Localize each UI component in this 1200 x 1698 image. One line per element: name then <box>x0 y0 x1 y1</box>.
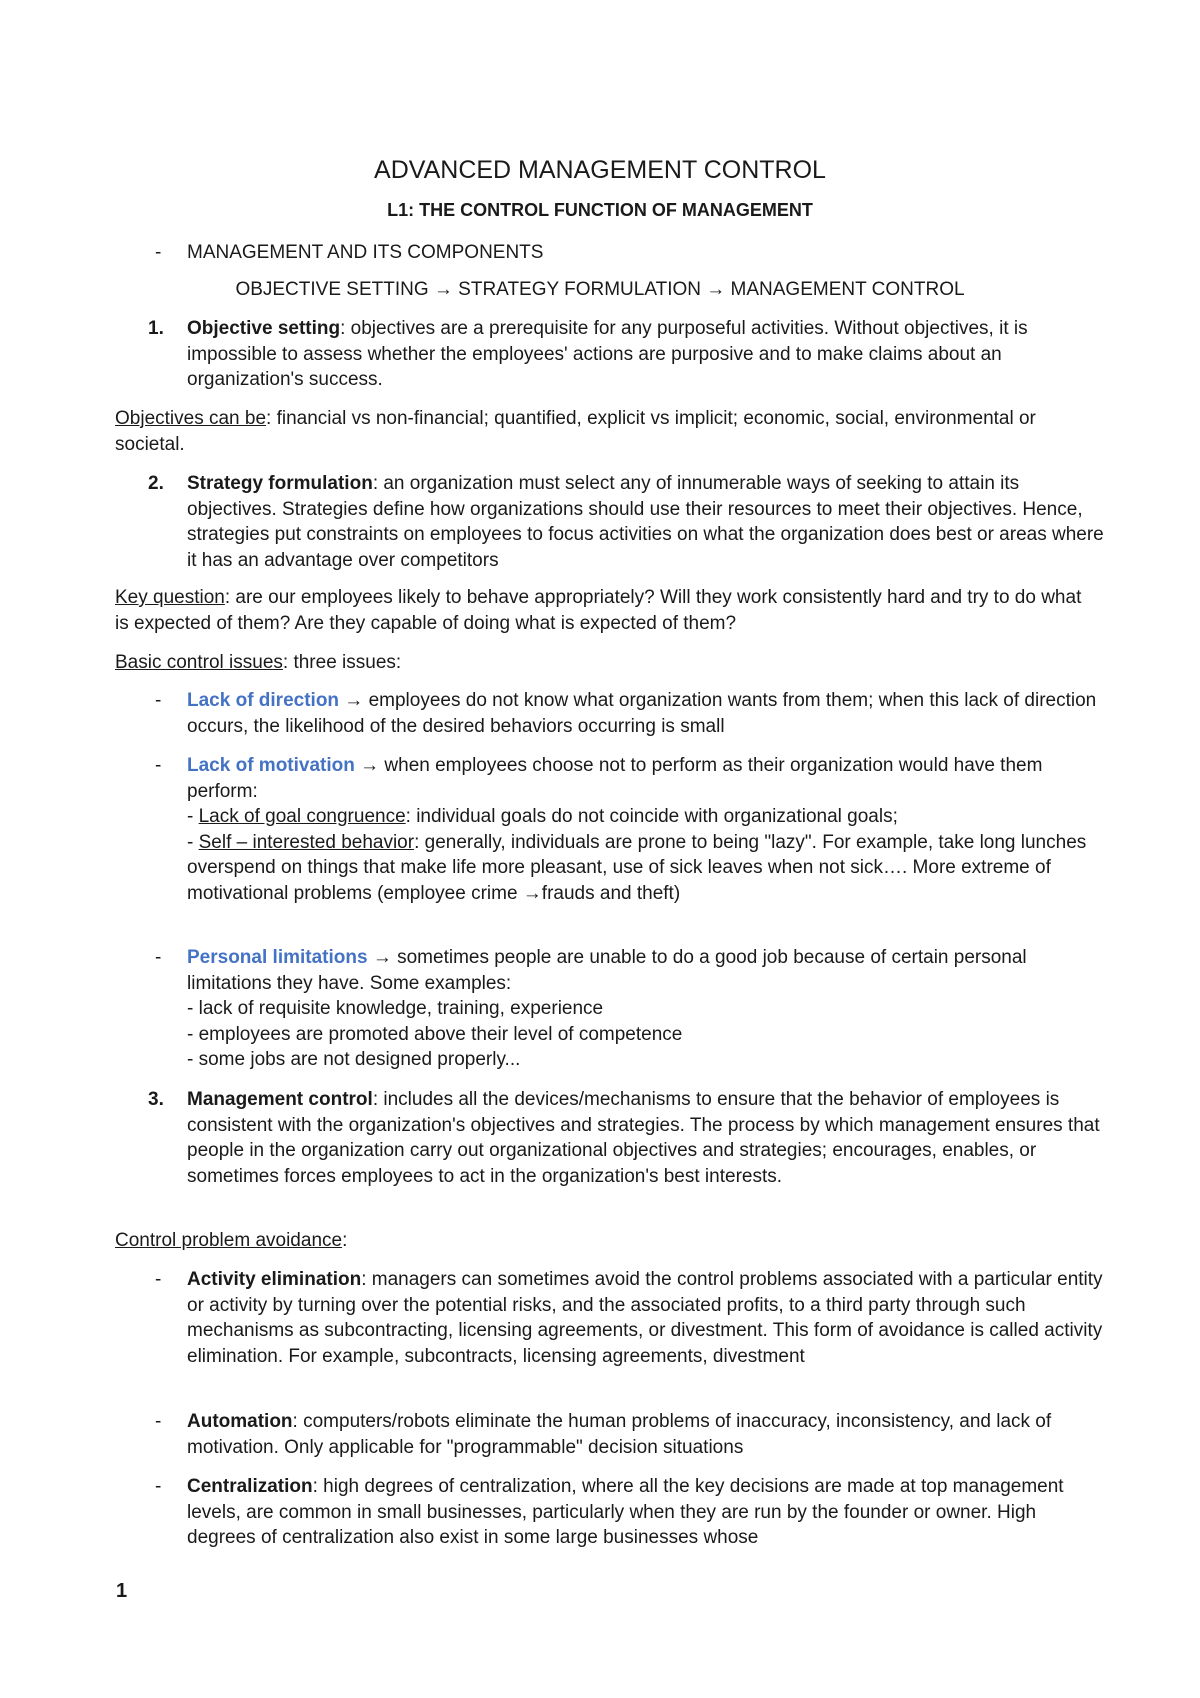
sub-text: : generally, individuals are prone to being "lazy". For example, take long lunches overspend on things that make life more pleasant, use of sick leaves when not sick…. More extreme of motivational problems (employee crime →frauds and theft) <box>187 831 1087 904</box>
item-text: → when employees choose not to perform as their organization would have them perform: <box>187 755 1043 802</box>
section-heading: MANAGEMENT AND ITS COMPONENTS <box>187 242 544 263</box>
sub-text: : individual goals do not coincide with organizational goals; <box>405 806 898 827</box>
avoid-activity-elimination <box>187 1267 1107 1369</box>
item-text: → employees do not know what organization wants from them; when this lack of direction occurs, the likelihood of the desired behaviors occurring is small <box>187 690 1097 737</box>
item-text: → sometimes people are unable to do a good job because of certain personal limitations they have. Some examples: <box>187 947 1027 994</box>
item-text: : computers/robots eliminate the human problems of inaccuracy, inconsistency, and lack of motivation. Only applicable for "programmable" decision situations <box>187 1411 1052 1458</box>
example-line: - employees are promoted above their level of competence <box>187 1023 683 1045</box>
term: Centralization <box>187 1476 313 1497</box>
bullet-dash: - <box>155 690 162 711</box>
avoidance-paragraph <box>115 1228 1100 1254</box>
term: Objective setting <box>187 318 341 339</box>
item-text: : an organization must select any of innumerable ways of seeking to attain its objectives. Strategies define how organizations should use their resources to meet their objectives. Hence, strategies put constraints on employees to focus activities on what the organization does best or areas where it has an advantage over competitors <box>187 473 1104 571</box>
paragraph-text: : <box>342 1230 348 1251</box>
bullet-dash: - <box>155 1411 162 1432</box>
bullet-dash: - <box>155 1476 162 1497</box>
item-management-control <box>187 1087 1107 1189</box>
term: Activity elimination <box>187 1269 362 1290</box>
lecture-subtitle: L1: THE CONTROL FUNCTION OF MANAGEMENT <box>387 200 813 220</box>
document-title: ADVANCED MANAGEMENT CONTROL <box>374 156 826 184</box>
issue-lack-of-direction <box>187 688 1107 739</box>
example-line: - some jobs are not designed properly... <box>187 1049 521 1070</box>
term: Lack of direction <box>187 690 340 711</box>
issue-personal-limitations <box>187 945 1107 1073</box>
paragraph-label: Objectives can be <box>115 408 267 429</box>
bullet-dash: - <box>155 947 162 968</box>
paragraph-text: : are our employees likely to behave appropriately? Will they work consistently hard and try to do what is expected of them? Are they capable of doing what is expected of them? <box>115 587 1082 634</box>
sub-prefix: - <box>187 806 199 827</box>
item-text: : includes all the devices/mechanisms to ensure that the behavior of employees is consistent with the organization's objectives and strategies. The process by which management ensures that people in the organization carry out organizational objectives and strategies; encourages, enables, or sometimes forces employees to act in the organization's best interests. <box>187 1089 1100 1187</box>
paragraph-text: : financial vs non-financial; quantified, explicit vs implicit; economic, social, environmental or societal. <box>115 408 1036 455</box>
bullet-dash: - <box>155 755 162 776</box>
bullet-dash: - <box>155 242 162 263</box>
term: Personal limitations <box>187 947 368 968</box>
paragraph-label: Key question <box>115 587 225 608</box>
item-text: : managers can sometimes avoid the control problems associated with a particular entity or activity by turning over the potential risks, and the associated profits, to a third party through such mechanisms as subcontracting, licensing agreements, or divestment. This form of avoidance is called activity elimination. For example, subcontracts, licensing agreements, divestment <box>187 1269 1103 1367</box>
term: Strategy formulation <box>187 473 373 494</box>
basic-issues-paragraph <box>115 650 1100 676</box>
sub-label: Self – interested behavior <box>198 831 415 853</box>
example-line: - lack of requisite knowledge, training, experience <box>187 998 604 1019</box>
item-number: 1. <box>148 318 164 339</box>
item-strategy-formulation <box>187 471 1107 573</box>
paragraph-text: : three issues: <box>282 652 402 673</box>
bullet-dash: - <box>155 1269 162 1290</box>
page-number: 1 <box>116 1580 128 1602</box>
avoid-centralization <box>187 1474 1107 1551</box>
term: Lack of motivation <box>187 755 355 776</box>
term: Management control <box>187 1089 373 1110</box>
paragraph-label: Control problem avoidance <box>115 1230 343 1251</box>
item-number: 2. <box>148 473 164 494</box>
paragraph-label: Basic control issues <box>115 652 283 673</box>
sub-prefix: - <box>187 831 199 853</box>
item-text: : high degrees of centralization, where all the key decisions are made at top management levels, are common in small businesses, particularly when they are run by the founder or owner. High degrees of centralization also exist in some large businesses whose <box>187 1476 1064 1548</box>
key-question-paragraph <box>115 585 1100 636</box>
item-text: : objectives are a prerequisite for any purposeful activities. Without objectives, it is impossible to assess whether the employees' actions are purposive and to make claims about an organization's success. <box>187 318 1028 390</box>
objectives-paragraph <box>115 406 1100 457</box>
flow-line: OBJECTIVE SETTING → STRATEGY FORMULATION → MANAGEMENT CONTROL <box>235 279 965 300</box>
avoid-automation <box>187 1409 1107 1460</box>
issue-lack-of-motivation <box>187 753 1107 906</box>
term: Automation <box>187 1411 293 1432</box>
item-objective-setting <box>187 316 1107 393</box>
item-number: 3. <box>148 1089 164 1110</box>
sub-label: Lack of goal congruence <box>198 806 406 827</box>
